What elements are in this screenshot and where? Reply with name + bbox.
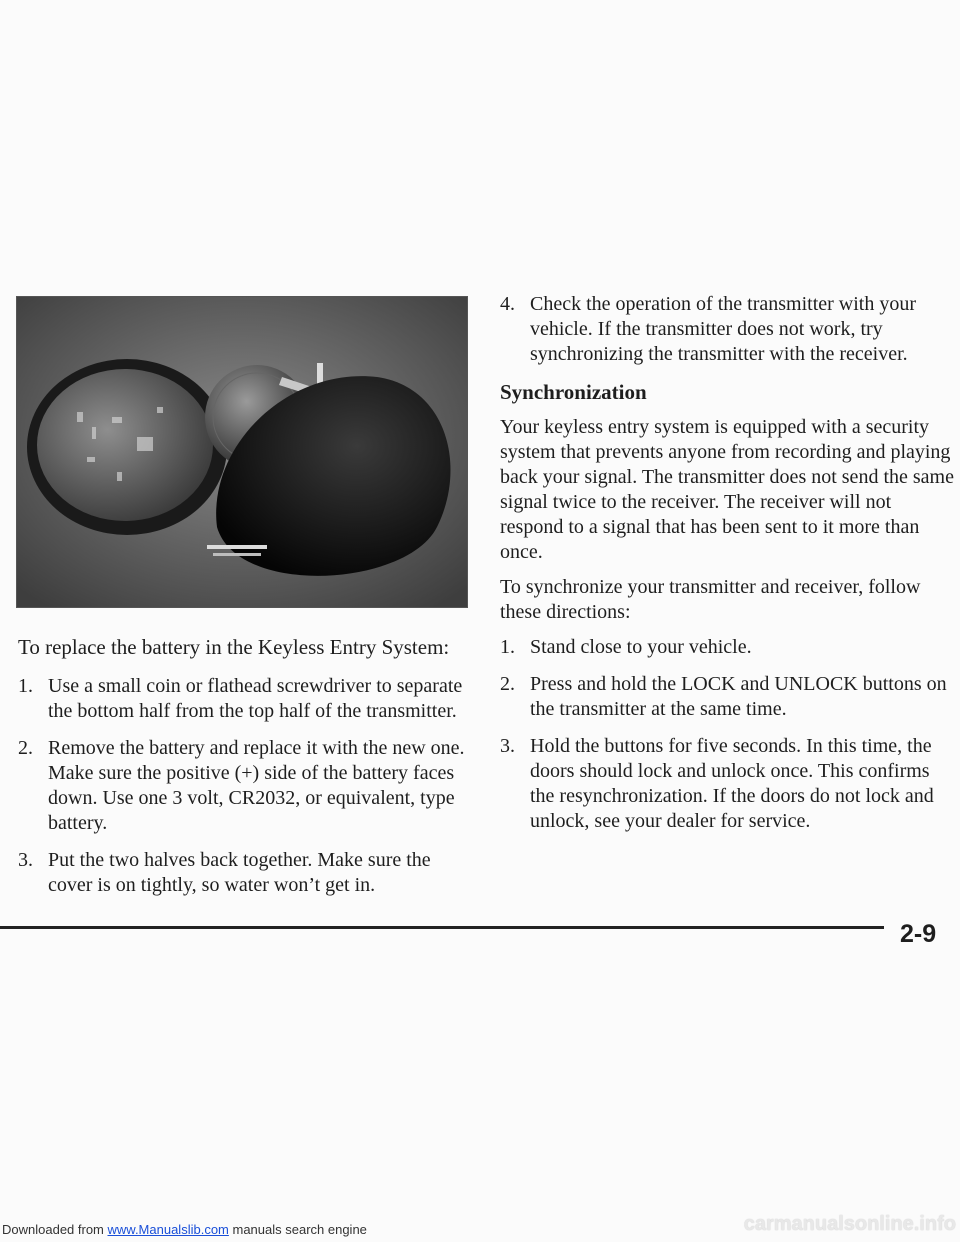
step-number: 2. [18,737,33,759]
step-text: Stand close to your vehicle. [530,636,752,658]
synchronization-directions: To synchronize your transmitter and receiver, follow these directions: [500,576,921,623]
list-item [500,635,955,660]
footer-prefix: Downloaded from [2,1222,108,1237]
step-number: 3. [500,735,515,757]
battery-intro: To replace the battery in the Keyless Entry System: [18,635,450,659]
step-number: 1. [500,636,515,658]
section-heading: Synchronization [500,380,647,404]
page-rule [0,926,884,929]
step-text: Remove the battery and replace it with the new one. Make sure the positive (+) side of the battery faces down. Use one 3 volt, CR2032, or equivalent, type battery. [48,737,465,834]
left-column [18,634,468,910]
keyless-transmitter-photo [16,296,468,608]
synchronization-paragraph: Your keyless entry system is equipped with a security system that prevents anyone from recording and playing back your signal. The transmitter does not send the same signal twice to the receiver. The receiver will not respond to a signal that has been sent to it more than once. [500,416,954,563]
list-item [18,674,468,724]
step-text: Press and hold the LOCK and UNLOCK buttons on the transmitter at the same time. [530,673,947,720]
battery-steps [18,674,468,898]
step-text: Put the two halves back together. Make sure the cover is on tightly, so water won’t get in. [48,849,431,896]
step-text: Check the operation of the transmitter with your vehicle. If the transmitter does not work, try synchronizing the transmitter with the receiver. [530,293,917,365]
step-number: 1. [18,675,33,697]
keyless-transmitter-battery-photo-icon [17,297,467,607]
step-number: 2. [500,673,515,695]
list-item [18,848,468,898]
right-column [500,292,955,846]
manualslib-link[interactable]: www.Manualslib.com [107,1222,229,1237]
list-item [500,292,955,367]
battery-step-4 [500,292,955,367]
download-footer [2,1222,367,1237]
list-item [500,734,955,834]
synchronization-steps [500,635,955,834]
list-item [500,672,955,722]
step-number: 4. [500,293,515,315]
step-text: Hold the buttons for five seconds. In this time, the doors should lock and unlock once. This confirms the resynchronization. If the doors do not lock and unlock, see your dealer for service. [530,735,934,832]
list-item [18,736,468,836]
step-text: Use a small coin or flathead screwdriver to separate the bottom half from the top half of the transmitter. [48,675,463,722]
step-number: 3. [18,849,33,871]
page-number: 2-9 [900,920,937,948]
watermark: carmanualsonline.info [743,1213,956,1235]
footer-suffix: manuals search engine [228,1222,367,1237]
